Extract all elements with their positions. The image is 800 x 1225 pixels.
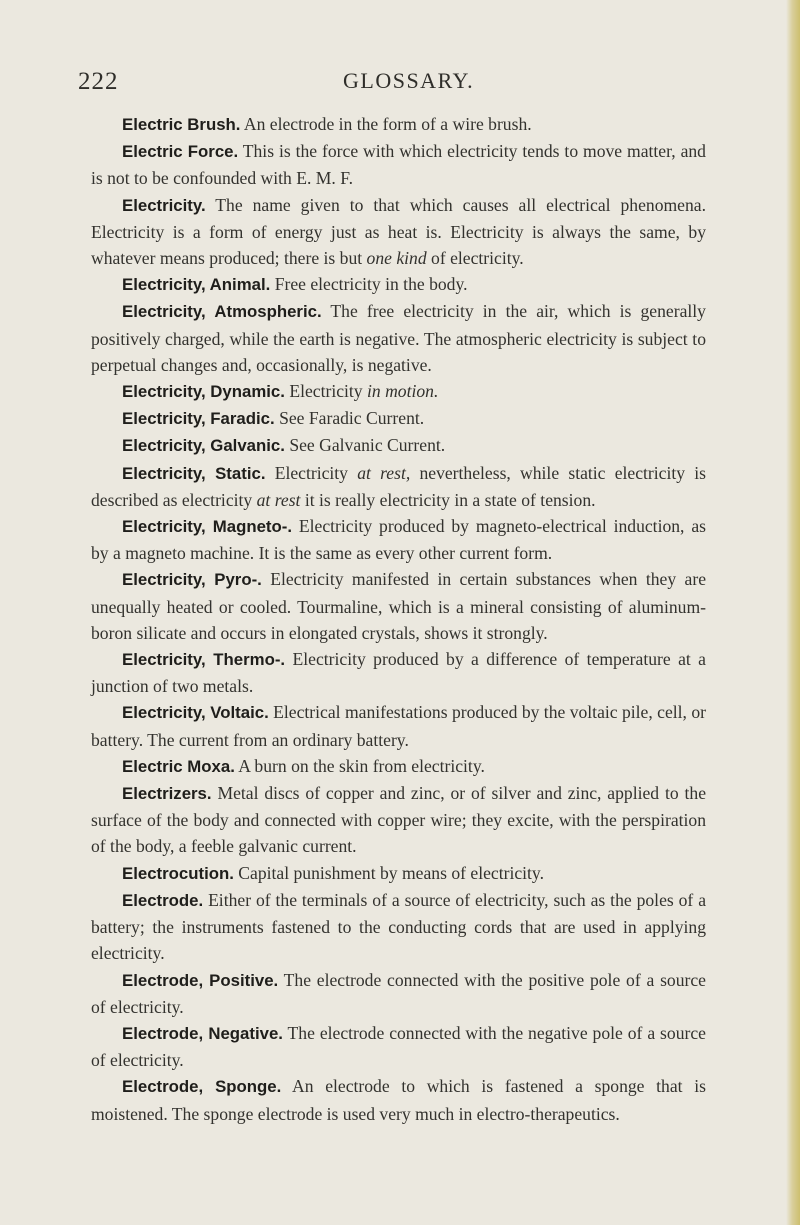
glossary-entry — [91, 138, 706, 191]
glossary-entry — [91, 1073, 706, 1126]
entry-term: Electrode, Negative. — [122, 1023, 283, 1043]
entry-definition: Capital punishment by means of electricity. — [238, 862, 544, 883]
glossary-entry — [91, 967, 706, 1020]
entry-term: Electricity, Pyro-. — [122, 570, 262, 590]
entry-term: Electricity, Thermo-. — [122, 650, 286, 670]
page-header — [78, 68, 728, 104]
entry-term: Electricity, Galvanic. — [122, 436, 285, 456]
glossary-entry — [91, 1020, 706, 1073]
glossary-entry — [91, 298, 706, 378]
emphasis: in motion. — [367, 381, 439, 402]
entry-term: Electricity, Static. — [122, 463, 266, 483]
entry-term: Electrocution. — [122, 863, 234, 883]
glossary-entry — [91, 378, 706, 405]
entry-definition: An electrode to which is fastened a sponge that is moistened. The sponge electrode is used very much in electro-therapeutics. — [91, 1076, 706, 1124]
glossary-entries — [91, 111, 706, 1127]
entry-term: Electricity, Faradic. — [122, 409, 275, 429]
glossary-entry — [91, 566, 706, 646]
entry-definition: See Faradic Current. — [279, 408, 425, 429]
entry-term: Electrode. — [122, 890, 204, 910]
entry-definition: The name given to that which causes all electrical phenomena. Electricity is a form of energy just as heat is. Electricity is always the same, by whatever means produced; there is but one kind of electricity. — [91, 194, 706, 269]
page-edge — [786, 0, 800, 1225]
entry-definition: This is the force with which electricity tends to move matter, and is not to be confounded with E. M. F. — [91, 141, 706, 189]
glossary-entry — [91, 271, 706, 298]
entry-definition: The free electricity in the air, which is generally positively charged, while the earth is negative. The atmospheric electricity is subject to perpetual changes and, occasionally, is negative. — [91, 301, 706, 375]
emphasis: one kind — [366, 248, 427, 269]
entry-term: Electrode, Sponge. — [122, 1077, 282, 1097]
page-number: 222 — [78, 68, 119, 95]
entry-definition: Electricity manifested in certain substances when they are unequally heated or cooled. Tourmaline, which is a mineral consisting of aluminum-boron silicate and occurs in elongated crystals, shows it strongly. — [91, 569, 707, 643]
glossary-entry — [91, 192, 706, 272]
entry-term: Electricity, Atmospheric. — [122, 302, 322, 322]
glossary-entry — [91, 513, 706, 566]
glossary-entry — [91, 887, 706, 967]
entry-term: Electric Brush. — [122, 115, 241, 134]
glossary-entry — [91, 753, 706, 780]
entry-term: Electricity, Voltaic. — [122, 703, 269, 723]
entry-definition: Either of the terminals of a source of electricity, such as the poles of a battery; the instruments fastened to the conducting cords that are used in applying electricity. — [91, 889, 707, 964]
entry-definition: Metal discs of copper and zinc, or of silver and zinc, applied to the surface of the body and connected with copper wire; they excite, with the perspiration of the body, a feeble galvanic current. — [91, 783, 707, 857]
entry-term: Electric Moxa. — [122, 756, 235, 776]
running-head: GLOSSARY. — [343, 68, 475, 93]
emphasis: at rest — [256, 489, 301, 510]
entry-definition: An electrode in the form of a wire brush. — [243, 114, 532, 134]
entry-term: Electricity, Animal. — [122, 275, 271, 295]
entry-definition: A burn on the skin from electricity. — [238, 755, 485, 776]
glossary-entry — [91, 405, 706, 432]
entry-definition: Free electricity in the body. — [274, 274, 468, 295]
entry-definition: See Galvanic Current. — [289, 435, 446, 456]
entry-definition: Electricity produced by magneto-electrical induction, as by a magneto machine. It is the same as every other current form. — [91, 516, 706, 564]
entry-term: Electricity, Magneto-. — [122, 517, 293, 537]
glossary-entry — [91, 460, 706, 513]
entry-term: Electricity. — [122, 195, 206, 215]
entry-definition: Electricity produced by a difference of temperature at a junction of two metals. — [91, 649, 706, 697]
entry-term: Electricity, Dynamic. — [122, 382, 285, 402]
entry-term: Electric Force. — [122, 142, 239, 162]
glossary-entry — [91, 699, 706, 752]
emphasis: at rest, — [357, 462, 411, 483]
glossary-entry — [91, 780, 706, 860]
glossary-entry — [91, 432, 706, 459]
entry-definition: The electrode connected with the negative pole of a source of electricity. — [91, 1022, 706, 1071]
entry-term: Electrode, Positive. — [122, 970, 279, 990]
entry-term: Electrizers. — [122, 784, 212, 804]
entry-definition: Electrical manifestations produced by the voltaic pile, cell, or battery. The current from an ordinary battery. — [91, 702, 706, 750]
entry-definition: Electricity in motion. — [289, 381, 439, 402]
entry-definition: The electrode connected with the positive pole of a source of electricity. — [91, 969, 706, 1017]
glossary-entry — [91, 860, 706, 887]
glossary-entry — [91, 646, 706, 699]
glossary-entry — [91, 111, 706, 138]
entry-definition: Electricity at rest, nevertheless, while static electricity is described as electricity at rest it is really electricity in a state of tension. — [91, 462, 706, 510]
